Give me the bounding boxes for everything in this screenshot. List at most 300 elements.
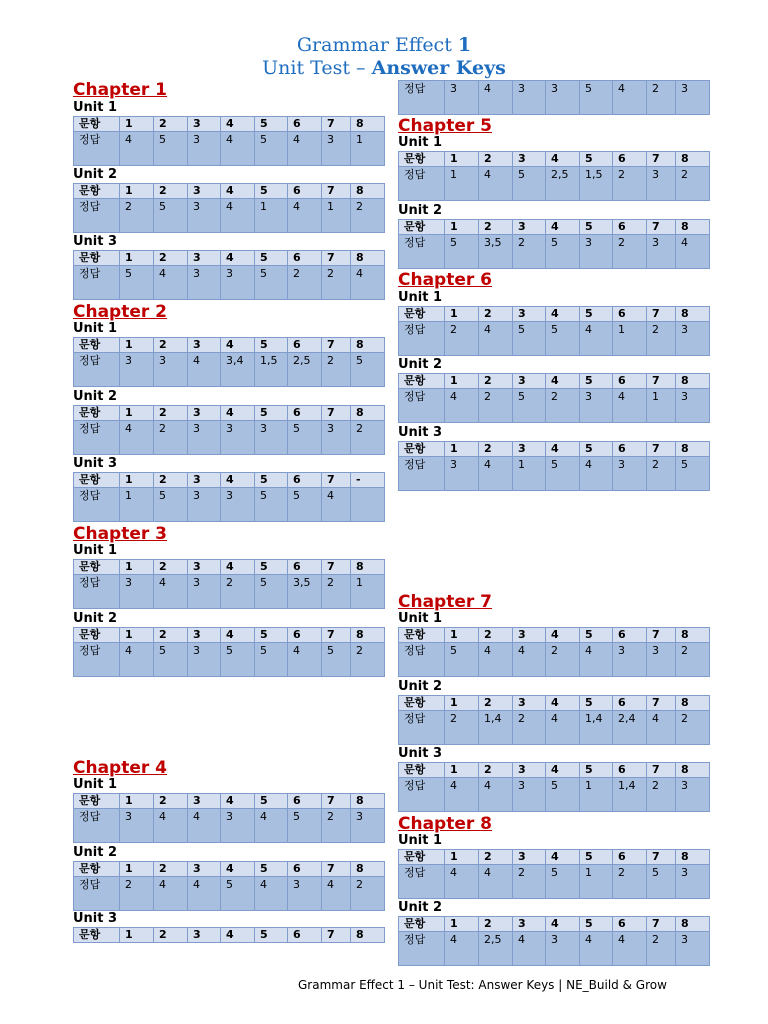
- answer-label: 정답: [74, 877, 120, 911]
- title-line-2: [0, 57, 768, 80]
- question-number: 5: [580, 696, 613, 711]
- answer-label: 정답: [399, 235, 445, 269]
- question-label: 문항: [74, 628, 120, 643]
- question-number: 2: [154, 473, 188, 488]
- title-line-1: [0, 34, 768, 57]
- question-number: 4: [221, 184, 255, 199]
- unit-heading: Unit 2: [73, 167, 118, 182]
- unit-heading: Unit 1: [398, 290, 443, 305]
- question-number: 8: [351, 628, 385, 643]
- answer-value: 4: [154, 877, 188, 911]
- answer-table: [73, 183, 385, 233]
- answer-value: 1: [351, 132, 385, 166]
- answer-value: 2: [647, 932, 676, 966]
- question-number: 4: [221, 928, 255, 943]
- answer-value: 2,5: [479, 932, 513, 966]
- question-number: 6: [613, 850, 647, 865]
- question-number: 3: [513, 307, 546, 322]
- question-number: 4: [546, 850, 580, 865]
- answer-value: 4: [580, 932, 613, 966]
- question-number: 5: [255, 628, 288, 643]
- answer-value: 3: [188, 643, 221, 677]
- question-number: 6: [288, 928, 322, 943]
- answer-value: 1: [647, 389, 676, 423]
- answer-value: 3: [445, 81, 479, 115]
- answer-label: 정답: [399, 711, 445, 745]
- question-number: 5: [255, 338, 288, 353]
- answer-value: 3: [221, 266, 255, 300]
- question-number: 6: [613, 374, 647, 389]
- unit-heading: Unit 1: [73, 777, 118, 792]
- question-number: 7: [647, 917, 676, 932]
- question-row: [74, 473, 385, 488]
- question-number: 2: [154, 406, 188, 421]
- question-number: 7: [647, 442, 676, 457]
- answer-value: 4: [288, 199, 322, 233]
- answer-value: 5: [351, 353, 385, 387]
- answer-value: 3: [188, 575, 221, 609]
- answer-value: 4: [322, 488, 351, 522]
- answer-label: 정답: [74, 353, 120, 387]
- question-number: 5: [580, 220, 613, 235]
- answer-value: 3: [221, 421, 255, 455]
- question-number: 2: [154, 862, 188, 877]
- answer-value: 2: [613, 167, 647, 201]
- question-number: 3: [188, 628, 221, 643]
- question-number: 2: [479, 917, 513, 932]
- question-number: 2: [479, 374, 513, 389]
- answer-value: 4: [647, 711, 676, 745]
- answer-value: 4: [154, 809, 188, 843]
- question-number: 2: [154, 794, 188, 809]
- answer-value: 5: [513, 167, 546, 201]
- answer-value: 3: [580, 389, 613, 423]
- answer-value: 5: [255, 643, 288, 677]
- answer-value: 2: [322, 809, 351, 843]
- question-number: 1: [445, 696, 479, 711]
- question-number: 7: [322, 117, 351, 132]
- answer-value: 4: [479, 778, 513, 812]
- question-row: [399, 152, 710, 167]
- question-number: 5: [255, 794, 288, 809]
- answer-value: 1,5: [255, 353, 288, 387]
- question-row: [74, 628, 385, 643]
- answer-value: 3: [676, 865, 710, 899]
- unit-heading: Unit 2: [398, 900, 443, 915]
- answer-value: 2: [647, 457, 676, 491]
- subtitle-text: Unit Test –: [262, 57, 366, 79]
- question-number: 8: [351, 406, 385, 421]
- answer-row: [74, 643, 385, 677]
- question-number: 3: [188, 928, 221, 943]
- answer-table: [73, 116, 385, 166]
- question-number: 3: [188, 862, 221, 877]
- answer-table: [73, 793, 385, 843]
- answer-value: 3: [120, 809, 154, 843]
- question-number: 6: [288, 862, 322, 877]
- answer-value: 3: [647, 235, 676, 269]
- unit-heading: Unit 3: [73, 911, 118, 926]
- question-label: 문항: [399, 917, 445, 932]
- answer-value: 3: [120, 353, 154, 387]
- question-number: 3: [188, 251, 221, 266]
- question-number: 6: [288, 406, 322, 421]
- question-number: 3: [513, 850, 546, 865]
- answer-value: 3: [188, 421, 221, 455]
- answer-table: [398, 373, 710, 423]
- question-label: 문항: [399, 152, 445, 167]
- question-number: 3: [188, 473, 221, 488]
- answer-value: 4: [513, 643, 546, 677]
- question-number: 7: [322, 251, 351, 266]
- question-row: [399, 628, 710, 643]
- answer-value: 3,4: [221, 353, 255, 387]
- answer-label: 정답: [399, 322, 445, 356]
- answer-value: 5: [288, 488, 322, 522]
- question-row: [74, 560, 385, 575]
- answer-label: 정답: [399, 457, 445, 491]
- answer-value: 2: [120, 877, 154, 911]
- chapter-heading: Chapter 5: [398, 116, 493, 136]
- answer-row: [399, 167, 710, 201]
- answer-value: 3: [351, 809, 385, 843]
- answer-value: 3: [288, 877, 322, 911]
- answer-value: 2: [647, 778, 676, 812]
- question-number: 5: [255, 251, 288, 266]
- question-number: 1: [445, 763, 479, 778]
- answer-value: 3: [546, 81, 580, 115]
- answer-value: 5: [513, 322, 546, 356]
- answer-label: 정답: [399, 643, 445, 677]
- answer-value: 2: [221, 575, 255, 609]
- answer-value: 2: [676, 167, 710, 201]
- question-number: 1: [120, 184, 154, 199]
- question-number: 2: [479, 628, 513, 643]
- question-number: 5: [580, 628, 613, 643]
- question-number: 2: [479, 442, 513, 457]
- question-number: 3: [188, 184, 221, 199]
- question-number: 2: [154, 338, 188, 353]
- unit-heading: Unit 1: [398, 135, 443, 150]
- question-number: 3: [188, 117, 221, 132]
- question-number: 6: [613, 442, 647, 457]
- question-number: 6: [288, 560, 322, 575]
- answer-row: [399, 322, 710, 356]
- question-row: [74, 862, 385, 877]
- answer-value: 4: [479, 322, 513, 356]
- answer-table: [398, 306, 710, 356]
- answer-value: 5: [255, 488, 288, 522]
- answer-row: [74, 575, 385, 609]
- question-number: 4: [221, 628, 255, 643]
- answer-value: 2: [479, 389, 513, 423]
- question-number: 4: [546, 442, 580, 457]
- question-label: 문항: [399, 307, 445, 322]
- question-label: 문항: [74, 338, 120, 353]
- answer-value: 4: [221, 199, 255, 233]
- unit-heading: Unit 2: [73, 845, 118, 860]
- question-number: 6: [613, 763, 647, 778]
- answer-value: 4: [445, 778, 479, 812]
- question-label: 문항: [399, 220, 445, 235]
- answer-value: 2: [322, 353, 351, 387]
- answer-value: 4: [580, 643, 613, 677]
- answer-value: 3: [676, 932, 710, 966]
- answer-value: 4: [188, 353, 221, 387]
- chapter-heading: Chapter 2: [73, 302, 168, 322]
- question-number: 6: [288, 117, 322, 132]
- question-label: 문항: [399, 628, 445, 643]
- answer-value: 5: [546, 322, 580, 356]
- answer-table: [398, 80, 710, 115]
- question-number: 8: [676, 628, 710, 643]
- answer-value: 2: [351, 877, 385, 911]
- answer-value: 1: [445, 167, 479, 201]
- unit-heading: Unit 1: [398, 611, 443, 626]
- question-number: 4: [546, 220, 580, 235]
- answer-label: 정답: [399, 778, 445, 812]
- question-number: 4: [221, 862, 255, 877]
- answer-value: 4: [188, 877, 221, 911]
- answer-value: 3: [613, 643, 647, 677]
- unit-heading: Unit 1: [73, 321, 118, 336]
- question-number: 1: [120, 406, 154, 421]
- answer-label: 정답: [74, 809, 120, 843]
- answer-value: 3: [221, 488, 255, 522]
- question-number: 1: [445, 152, 479, 167]
- question-label: 문항: [399, 850, 445, 865]
- answer-table: [73, 405, 385, 455]
- question-row: [74, 184, 385, 199]
- answer-value: 2: [351, 421, 385, 455]
- question-number: 4: [221, 560, 255, 575]
- question-number: 3: [513, 442, 546, 457]
- answer-value: 2: [513, 865, 546, 899]
- answer-value: 4: [546, 711, 580, 745]
- unit-heading: Unit 2: [398, 203, 443, 218]
- question-label: 문항: [74, 406, 120, 421]
- answer-value: 2: [546, 643, 580, 677]
- answer-value: 2,4: [613, 711, 647, 745]
- answer-value: 2: [676, 711, 710, 745]
- answer-row: [74, 809, 385, 843]
- answer-value: 2: [647, 81, 676, 115]
- answer-label: 정답: [74, 199, 120, 233]
- unit-heading: Unit 2: [398, 357, 443, 372]
- answer-value: 3: [647, 643, 676, 677]
- answer-value: 5: [120, 266, 154, 300]
- answer-value: 3: [676, 778, 710, 812]
- question-number: 4: [546, 628, 580, 643]
- answer-label: 정답: [74, 421, 120, 455]
- answer-value: 4: [120, 643, 154, 677]
- answer-row: [74, 132, 385, 166]
- question-number: 5: [580, 374, 613, 389]
- chapter-heading: Chapter 3: [73, 524, 168, 544]
- answer-value: 5: [255, 132, 288, 166]
- answer-label: 정답: [399, 865, 445, 899]
- question-row: [74, 794, 385, 809]
- question-row: [399, 763, 710, 778]
- subtitle-bold: Answer Keys: [371, 57, 506, 79]
- answer-value: 2: [546, 389, 580, 423]
- answer-value: 3: [676, 322, 710, 356]
- question-label: 문항: [74, 862, 120, 877]
- answer-value: 3: [445, 457, 479, 491]
- question-number: 8: [676, 220, 710, 235]
- question-number: 7: [647, 850, 676, 865]
- question-number: 1: [120, 794, 154, 809]
- answer-value: 5: [546, 457, 580, 491]
- answer-value: 5: [221, 643, 255, 677]
- question-number: 4: [221, 794, 255, 809]
- question-number: 8: [351, 862, 385, 877]
- answer-value: 3: [188, 488, 221, 522]
- question-number: 8: [351, 117, 385, 132]
- answer-value: 4: [445, 865, 479, 899]
- question-row: [74, 117, 385, 132]
- answer-value: 5: [580, 81, 613, 115]
- answer-value: 4: [255, 877, 288, 911]
- answer-label: 정답: [399, 389, 445, 423]
- question-number: 8: [351, 560, 385, 575]
- question-number: 8: [676, 850, 710, 865]
- answer-value: 3: [221, 809, 255, 843]
- answer-row: [399, 932, 710, 966]
- answer-value: 5: [445, 235, 479, 269]
- question-number: 3: [188, 794, 221, 809]
- question-number: 2: [154, 560, 188, 575]
- answer-table: [73, 250, 385, 300]
- answer-value: 1,4: [613, 778, 647, 812]
- unit-heading: Unit 3: [398, 746, 443, 761]
- question-number: 1: [445, 220, 479, 235]
- question-number: 6: [288, 628, 322, 643]
- question-number: 4: [546, 696, 580, 711]
- question-number: 3: [513, 628, 546, 643]
- title-text: Grammar Effect: [296, 34, 452, 56]
- answer-label: 정답: [74, 575, 120, 609]
- answer-value: 1,5: [580, 167, 613, 201]
- question-number: 3: [513, 917, 546, 932]
- question-number: 3: [513, 763, 546, 778]
- question-number: 5: [255, 184, 288, 199]
- question-number: 8: [676, 917, 710, 932]
- question-number: 1: [445, 442, 479, 457]
- answer-label: 정답: [74, 488, 120, 522]
- question-number: 4: [221, 251, 255, 266]
- answer-value: 3: [120, 575, 154, 609]
- answer-value: 2: [445, 711, 479, 745]
- question-row: [399, 850, 710, 865]
- answer-value: 4: [221, 132, 255, 166]
- answer-value: 2: [322, 575, 351, 609]
- question-row: [399, 917, 710, 932]
- question-number: 5: [580, 307, 613, 322]
- unit-heading: Unit 2: [398, 679, 443, 694]
- answer-value: 5: [154, 488, 188, 522]
- answer-row: [399, 81, 710, 115]
- answer-value: 3: [647, 167, 676, 201]
- question-number: 1: [445, 917, 479, 932]
- answer-value: 4: [154, 266, 188, 300]
- question-number: 2: [154, 928, 188, 943]
- answer-value: 2: [613, 865, 647, 899]
- question-label: 문항: [399, 763, 445, 778]
- question-number: 8: [351, 794, 385, 809]
- question-label: 문항: [74, 117, 120, 132]
- answer-value: 4: [288, 643, 322, 677]
- answer-value: 5: [255, 266, 288, 300]
- question-number: 4: [546, 917, 580, 932]
- answer-value: 4: [288, 132, 322, 166]
- answer-value: 3: [613, 457, 647, 491]
- question-label: 문항: [74, 560, 120, 575]
- answer-value: 4: [676, 235, 710, 269]
- question-row: [74, 406, 385, 421]
- answer-value: 5: [546, 235, 580, 269]
- question-number: 3: [513, 374, 546, 389]
- question-number: 3: [513, 152, 546, 167]
- answer-value: 5: [546, 778, 580, 812]
- answer-table: [73, 861, 385, 911]
- answer-value: 4: [188, 809, 221, 843]
- answer-value: 4: [613, 81, 647, 115]
- unit-heading: Unit 3: [73, 456, 118, 471]
- answer-value: 2: [154, 421, 188, 455]
- question-number: 4: [546, 763, 580, 778]
- answer-value: 1: [613, 322, 647, 356]
- answer-value: 1: [513, 457, 546, 491]
- question-number: 8: [676, 152, 710, 167]
- chapter-heading: Chapter 8: [398, 814, 493, 834]
- answer-table: [73, 927, 385, 943]
- answer-value: 4: [513, 932, 546, 966]
- question-number: 2: [479, 220, 513, 235]
- answer-value: 5: [288, 809, 322, 843]
- question-number: 7: [647, 220, 676, 235]
- unit-heading: Unit 3: [398, 425, 443, 440]
- answer-table: [73, 472, 385, 522]
- answer-value: 3,5: [288, 575, 322, 609]
- question-number: 2: [479, 763, 513, 778]
- answer-table: [73, 627, 385, 677]
- answer-label: 정답: [399, 81, 445, 115]
- answer-value: 4: [120, 421, 154, 455]
- question-label: 문항: [399, 696, 445, 711]
- answer-value: 3: [322, 132, 351, 166]
- question-number: 5: [255, 928, 288, 943]
- question-row: [74, 338, 385, 353]
- question-number: 7: [322, 406, 351, 421]
- question-number: 8: [676, 696, 710, 711]
- answer-row: [399, 235, 710, 269]
- question-number: 2: [479, 696, 513, 711]
- question-number: 1: [120, 338, 154, 353]
- answer-row: [399, 711, 710, 745]
- answer-value: 5: [154, 643, 188, 677]
- question-number: 5: [255, 117, 288, 132]
- question-number: 8: [351, 251, 385, 266]
- question-number: 7: [647, 307, 676, 322]
- answer-value: 4: [580, 457, 613, 491]
- answer-label: 정답: [74, 643, 120, 677]
- question-number: 3: [188, 338, 221, 353]
- answer-value: 4: [322, 877, 351, 911]
- question-number: 5: [580, 442, 613, 457]
- chapter-heading: Chapter 1: [73, 80, 168, 100]
- question-number: 1: [120, 473, 154, 488]
